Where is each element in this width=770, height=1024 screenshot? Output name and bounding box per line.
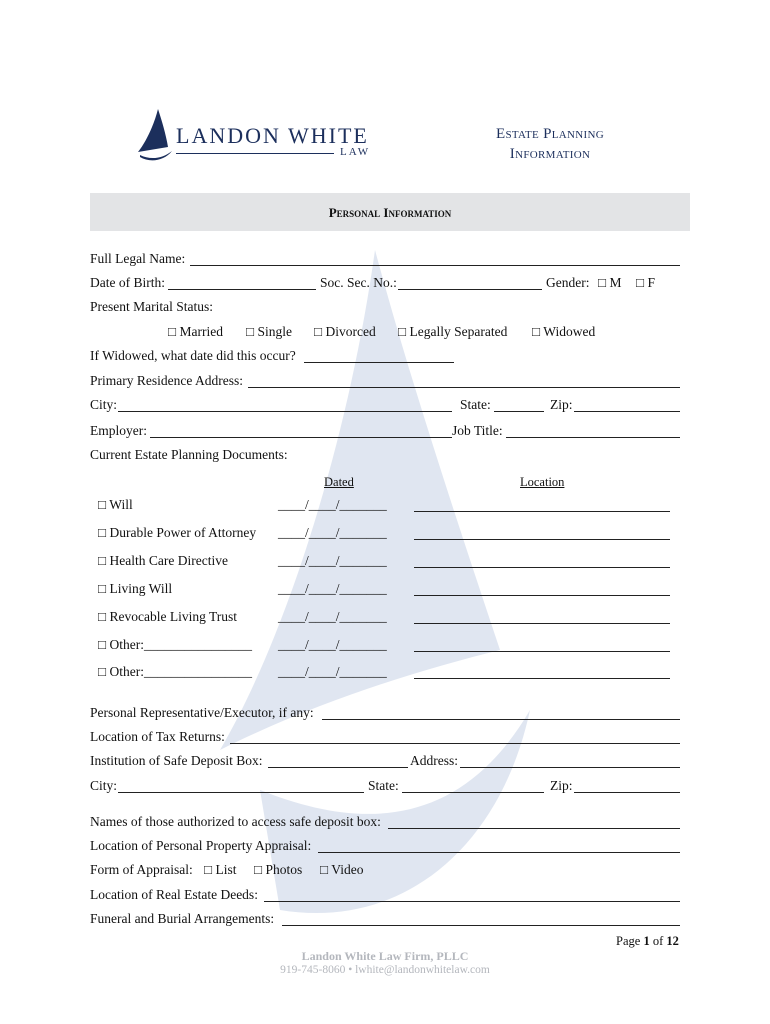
dated-column-header: Dated bbox=[324, 475, 354, 489]
doc-location-field[interactable] bbox=[414, 651, 670, 652]
city-label: City: bbox=[90, 397, 118, 412]
doc-location-field[interactable] bbox=[414, 678, 670, 679]
gender-f-checkbox[interactable]: □ F bbox=[636, 275, 656, 290]
photos-checkbox[interactable]: □ Photos bbox=[254, 862, 303, 877]
real-estate-deeds-label: Location of Real Estate Deeds: bbox=[90, 887, 258, 902]
personal-rep-field[interactable] bbox=[322, 719, 680, 720]
widowed-date-field[interactable] bbox=[304, 362, 454, 363]
doc-location-field[interactable] bbox=[414, 511, 670, 512]
section-title: Personal Information bbox=[328, 205, 452, 220]
zip2-field[interactable] bbox=[574, 792, 680, 793]
city2-field[interactable] bbox=[118, 792, 364, 793]
doc-date-field[interactable]: ____/____/_______ bbox=[278, 553, 387, 568]
dob-label: Date of Birth: bbox=[90, 275, 165, 290]
doc-location-field[interactable] bbox=[414, 595, 670, 596]
primary-residence-label: Primary Residence Address: bbox=[90, 373, 243, 388]
property-appraisal-field[interactable] bbox=[318, 852, 680, 853]
authorized-field[interactable] bbox=[388, 828, 680, 829]
widowed-checkbox[interactable]: □ Widowed bbox=[532, 324, 596, 339]
state2-label: State: bbox=[368, 778, 399, 793]
gender-label: Gender: bbox=[546, 275, 590, 290]
doc-checkbox[interactable]: □ Health Care Directive bbox=[98, 553, 228, 568]
state-label: State: bbox=[460, 397, 491, 412]
doc-location-field[interactable] bbox=[414, 623, 670, 624]
zip-label: Zip: bbox=[550, 397, 573, 412]
full-legal-name-label: Full Legal Name: bbox=[90, 251, 186, 266]
safe-deposit-label: Institution of Safe Deposit Box: bbox=[90, 753, 263, 768]
page-of: of bbox=[652, 934, 664, 948]
job-title-label: Job Title: bbox=[452, 423, 503, 438]
city2-label: City: bbox=[90, 778, 118, 793]
doc-title-line2: Information bbox=[509, 146, 591, 162]
job-title-field[interactable] bbox=[506, 437, 680, 438]
city-field[interactable] bbox=[118, 411, 452, 412]
employer-label: Employer: bbox=[90, 423, 147, 438]
doc-location-field[interactable] bbox=[414, 539, 670, 540]
divorced-checkbox[interactable]: □ Divorced bbox=[314, 324, 376, 339]
page-number bbox=[616, 933, 679, 949]
list-checkbox[interactable]: □ List bbox=[204, 862, 237, 877]
doc-checkbox[interactable]: □ Will bbox=[98, 497, 133, 512]
doc-date-field[interactable]: ____/____/_______ bbox=[278, 637, 387, 652]
logo-rule bbox=[176, 153, 334, 154]
funeral-label: Funeral and Burial Arrangements: bbox=[90, 911, 275, 926]
zip-field[interactable] bbox=[574, 411, 680, 412]
doc-date-field[interactable]: ____/____/_______ bbox=[278, 525, 387, 540]
location-column-header: Location bbox=[520, 475, 565, 489]
widowed-date-label: If Widowed, what date did this occur? bbox=[90, 348, 296, 363]
doc-checkbox[interactable]: □ Other:________________ bbox=[98, 664, 253, 679]
form-appraisal-label: Form of Appraisal: bbox=[90, 862, 193, 877]
footer-firm: Landon White Law Firm, PLLC bbox=[301, 949, 469, 963]
personal-rep-label: Personal Representative/Executor, if any: bbox=[90, 705, 314, 720]
tax-returns-field[interactable] bbox=[230, 743, 680, 744]
dob-field[interactable] bbox=[168, 289, 316, 290]
doc-title-line1: Estate Planning bbox=[496, 126, 604, 142]
footer-contact: 919-745-8060 • lwhite@landonwhitelaw.com bbox=[280, 964, 490, 976]
doc-date-field[interactable]: ____/____/_______ bbox=[278, 609, 387, 624]
address-field[interactable] bbox=[460, 767, 680, 768]
full-legal-name-field[interactable] bbox=[190, 265, 680, 266]
marital-status-label: Present Marital Status: bbox=[90, 299, 213, 314]
doc-checkbox[interactable]: □ Living Will bbox=[98, 581, 173, 596]
doc-checkbox[interactable]: □ Other:________________ bbox=[98, 637, 253, 652]
primary-residence-field[interactable] bbox=[248, 387, 680, 388]
video-checkbox[interactable]: □ Video bbox=[320, 862, 364, 877]
section-header-band bbox=[90, 193, 690, 231]
zip2-label: Zip: bbox=[550, 778, 573, 793]
tax-returns-label: Location of Tax Returns: bbox=[90, 729, 225, 744]
doc-location-field[interactable] bbox=[414, 567, 670, 568]
funeral-field[interactable] bbox=[282, 925, 680, 926]
doc-checkbox[interactable]: □ Revocable Living Trust bbox=[98, 609, 238, 624]
logo-sub: LAW bbox=[340, 146, 371, 158]
page-label: Page bbox=[616, 934, 641, 948]
state2-field[interactable] bbox=[402, 792, 544, 793]
safe-deposit-field[interactable] bbox=[268, 767, 408, 768]
married-checkbox[interactable]: □ Married bbox=[168, 324, 224, 339]
current-docs-label: Current Estate Planning Documents: bbox=[90, 447, 288, 462]
ssn-label: Soc. Sec. No.: bbox=[320, 275, 397, 290]
logo-name: LANDON WHITE bbox=[176, 123, 369, 148]
gender-m-checkbox[interactable]: □ M bbox=[598, 275, 622, 290]
page-total: 12 bbox=[666, 934, 679, 948]
doc-date-field[interactable]: ____/____/_______ bbox=[278, 581, 387, 596]
state-field[interactable] bbox=[494, 411, 544, 412]
legally-separated-checkbox[interactable]: □ Legally Separated bbox=[398, 324, 508, 339]
single-checkbox[interactable]: □ Single bbox=[246, 324, 293, 339]
authorized-label: Names of those authorized to access safe deposit box: bbox=[90, 814, 381, 829]
doc-date-field[interactable]: ____/____/_______ bbox=[278, 497, 387, 512]
doc-checkbox[interactable]: □ Durable Power of Attorney bbox=[98, 525, 257, 540]
page-current: 1 bbox=[643, 934, 650, 948]
employer-field[interactable] bbox=[150, 437, 452, 438]
real-estate-deeds-field[interactable] bbox=[264, 901, 680, 902]
doc-date-field[interactable]: ____/____/_______ bbox=[278, 664, 387, 679]
sailboat-logo-icon bbox=[136, 107, 176, 162]
address-label: Address: bbox=[410, 753, 458, 768]
ssn-field[interactable] bbox=[398, 289, 542, 290]
property-appraisal-label: Location of Personal Property Appraisal: bbox=[90, 838, 312, 853]
